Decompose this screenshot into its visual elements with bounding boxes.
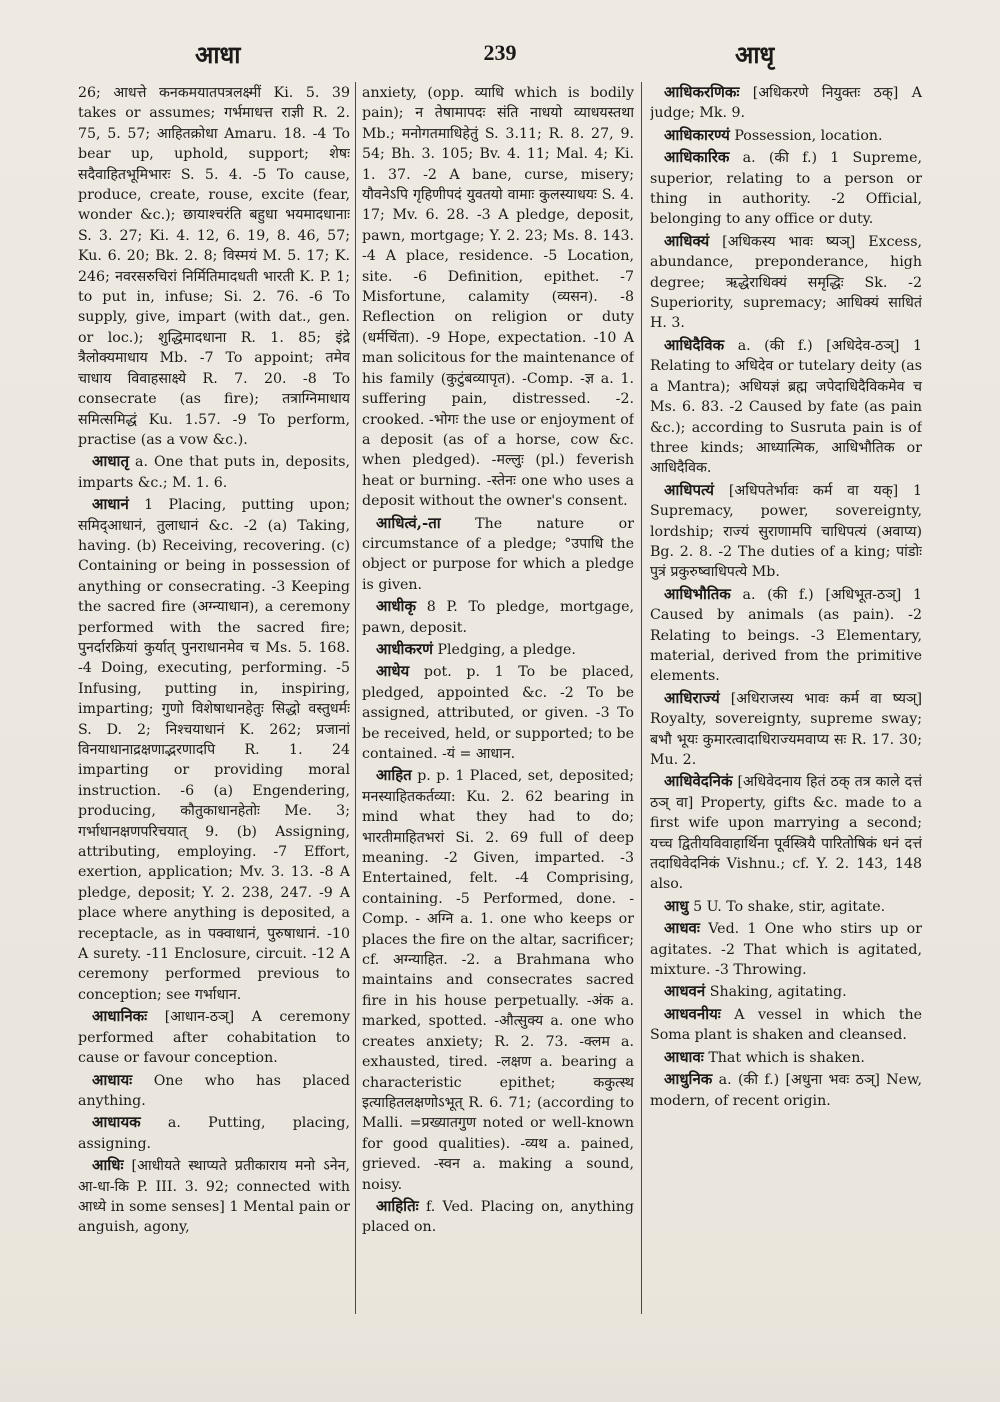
dictionary-entry	[78, 1155, 350, 1238]
dictionary-entry	[362, 513, 634, 596]
column-2	[362, 82, 634, 1322]
headword: आधिः	[92, 1156, 124, 1175]
definition: 26; आधत्ते कनकमयातपत्रलक्ष्मीं Ki. 5. 39 takes or assumes; गर्भमाधत्त राज्ञी R. 2. 75, 5. 57; आहितक्रोधा Amaru. 18. -4 To bear up, uphold, support; शेषः सदैवाहितभूमिभारः S. 5. 4. -5 To cause, produce, create, rouse, excite (fear, wonder &c.); छायाश्चरंति बहुधा भयमादधानाः S. 3. 27; Ki. 4. 12, 6. 19, 8. 46, 57; Ku. 6. 20; Bk. 2. 8; विस्मयं M. 5. 17; K. 246; नवरसरुचिरां निर्मितिमादधती भारती K. P. 1; to put in, infuse; Si. 2. 76. -6 To supply, give, impart (with dat., gen. or loc.); शुद्धिमादधाना R. 1. 85; इंद्रे त्रैलोक्यमाधाय Mb. -7 To appoint; तमेव चाधाय विवाहसाक्ष्ये R. 7. 20. -8 To consecrate (as fire); तत्राग्निमाधाय समित्समिद्धं Ku. 1.57. -9 To perform, practise (as a vow &c.).	[78, 85, 350, 448]
definition: [अधिपतेर्भावः कर्म वा यक्] 1 Supremacy, power, sovereignty, lordship; राज्यं सुराणामपि चाधिपत्यं (अवाप्य) Bg. 2. 8. -2 The duties of a king; पांडोः पुत्रं प्रकुरुष्वाधिपत्ये Mb.	[650, 482, 922, 581]
definition: f. Ved. Placing on, anything placed on.	[362, 1198, 634, 1236]
dictionary-entry	[650, 584, 922, 687]
headword: आधीकरणं	[376, 639, 433, 658]
page-header	[0, 38, 1000, 78]
dictionary-entry	[650, 688, 922, 771]
dictionary-entry	[78, 1006, 350, 1068]
dictionary-entry	[78, 494, 350, 1005]
headword: आधित्वं,-ता	[376, 513, 441, 532]
column-3	[650, 82, 922, 1322]
definition: pot. p. 1 To be placed, pledged, appointed &c. -2 To be assigned, attributed, or given. -3 To be received, held, or supported; to be contained. -यं = आधान.	[362, 664, 634, 762]
definition: Possession, location.	[734, 127, 883, 144]
definition: [अधिकरणे नियुक्तः ठक्] A judge; Mk. 9.	[650, 85, 922, 122]
headword: आहितिः	[376, 1196, 419, 1215]
dictionary-entry	[362, 596, 634, 638]
dictionary-entry	[362, 661, 634, 764]
dictionary-entry	[362, 1196, 634, 1238]
dictionary-entry	[650, 82, 922, 124]
dictionary-entry	[650, 335, 922, 479]
headword: आधिकारिक	[664, 148, 730, 167]
dictionary-entry	[650, 1047, 922, 1068]
definition: Pledging, a pledge.	[437, 641, 576, 658]
dictionary-entry	[650, 231, 922, 334]
left-guide-word: आधा	[195, 40, 241, 69]
headword: आधिदैविक	[664, 335, 725, 354]
headword: आधिकारण्यं	[664, 125, 730, 144]
dictionary-entry	[78, 451, 350, 493]
definition: The nature or circumstance of a pledge; °उपाधि the object or purpose for which a pledge is given.	[362, 515, 634, 593]
headword: आहित	[376, 766, 412, 785]
dictionary-entry	[362, 765, 634, 1195]
headword: आधिभौतिक	[664, 584, 731, 603]
headword: आधेय	[376, 662, 410, 681]
definition: a. Putting, placing, assigning.	[78, 1115, 350, 1152]
definition: 1 Placing, putting upon; समिद्आधानं, तुलाधानं &c. -2 (a) Taking, having. (b) Receiving, recovering. (c) Containing or being in possession of anything or consecrating. -3 Keeping the sacred fire (अग्न्याधान), a ceremony performed with the sacred fire; पुनर्दारक्रियां कुर्यात् पुनराधानमेव च Ms. 5. 168. -4 Doing, executing, performing. -5 Infusing, putting in, inspiring, imparting; गुणो विशेषाधानहेतुः सिद्धो वस्तुधर्मः S. D. 2; निश्चयाधानं K. 262; प्रजानां विनयाधानाद्रक्षणाद्भरणादपि R. 1. 24 imparting or providing moral instruction. -6 (a) Engendering, producing, कौतुकाधानहेतोः Me. 3; गर्भाधानक्षणपरिचयात् 9. (b) Assigning, attributing, employing. -7 Effort, exertion, application; Mv. 3. 13. -8 A pledge, deposit; Y. 2. 238, 247. -9 A place where anything is deposited, a receptacle, as in पक्वाधानं, पुरुषाधानं. -10 A surety. -11 Enclosure, circuit. -12 A ceremony performed previous to conception; see गर्भाधान.	[78, 497, 350, 1003]
headword: आधानं	[92, 495, 129, 514]
definition: [अधिकस्य भावः ष्यञ्] Excess, abundance, preponderance, high degree; ऋद्धेराधिक्यं समृद्धिः Sk. -2 Superiority, supremacy; आधिक्यं साधितं H. 3.	[650, 233, 922, 332]
headword: आधवनं	[664, 982, 706, 1001]
dictionary-entry	[362, 639, 634, 660]
definition: [अधिवेदनाय हितं ठक् तत्र काले दत्तं ठञ् वा] Property, gifts &c. made to a first wife upon marrying a second; यच्च द्वितीयविवाहार्थिना पूर्वस्त्रियै पारितोषिकं धनं दत्तं तदाधिवेदनिकं Vishnu.; cf. Y. 2. 143, 148 also.	[650, 774, 922, 893]
page-bottom-margin	[0, 1330, 1000, 1402]
definition: That which is shaken.	[708, 1049, 865, 1066]
headword: आधिपत्यं	[664, 480, 715, 499]
dictionary-entry	[650, 1069, 922, 1111]
headword: आधायः	[92, 1070, 133, 1089]
dictionary-entry	[650, 125, 922, 146]
dictionary-entry	[650, 981, 922, 1002]
column-divider	[641, 82, 642, 1314]
headword: आधीकृ	[376, 597, 416, 616]
column-1	[78, 82, 350, 1322]
headword: आधिकरणिकः	[664, 83, 740, 101]
dictionary-entry	[650, 918, 922, 980]
dictionary-entry	[650, 480, 922, 583]
definition: a. (की f.) [अधिदेव-ठञ्] 1 Relating to अधिदेव or tutelary deity (as a Mantra); अधियज्ञं ब्रह्म जपेदाधिदैविकमेव च Ms. 6. 83. -2 Caused by fate (as pain &c.); according to Susruta pain is of three kinds; आध्यात्मिक, आधिभौतिक or आधिदैविक.	[650, 337, 922, 477]
headword: आधातृ	[92, 452, 129, 471]
column-divider	[355, 82, 356, 1314]
dictionary-entry	[650, 147, 922, 230]
headword: आधायक	[92, 1113, 141, 1132]
definition: [आधान-ठञ्] A ceremony performed after cohabitation to cause or favour conception.	[78, 1009, 350, 1067]
definition: a. One that puts in, deposits, imparts &c.; M. 1. 6.	[78, 454, 350, 491]
headword: आधवनीयः	[664, 1004, 721, 1023]
definition: 5 U. To shake, stir, agitate.	[693, 898, 886, 915]
dictionary-entry	[650, 1004, 922, 1046]
headword: आधिराज्यं	[664, 688, 720, 707]
definition: Ved. 1 One who stirs up or agitates. -2 That which is agitated, mixture. -3 Throwing.	[650, 921, 922, 979]
dictionary-entry	[362, 82, 634, 512]
definition: A vessel in which the Soma plant is shaken and cleansed.	[650, 1006, 922, 1044]
definition: 8 P. To pledge, mortgage, pawn, deposit.	[362, 599, 634, 636]
definition: anxiety, (opp. व्याधि which is bodily pain); न तेषामापदः संति नाधयो व्याधयस्तथा Mb.; मनोगतमाधिहेतुं S. 3.11; R. 8. 27, 9. 54; Bh. 3. 105; Bv. 4. 11; Mal. 4; Ki. 1. 37. -2 A bane, curse, misery; यौवनेऽपि गृहिणीपदं युवतयो वामाः कुलस्याधयः S. 4. 17; Mv. 6. 28. -3 A pledge, deposit, pawn, mortgage; Y. 2. 23; Ms. 8. 143. -4 A place, residence. -5 Location, site. -6 Definition, epithet. -7 Misfortune, calamity (व्यसन). -8 Reflection on religion or duty (धर्मचिंता). -9 Hope, expectation. -10 A man solicitous for the maintenance of his family (कुटुंबव्यापृत). -Comp. -ज्ञ a. 1. suffering pain, distressed. -2. crooked. -भोगः the use or enjoyment of a deposit (as of a horse, cow &c. when pledged). -मल्लुः (pl.) feverish heat or burning. -स्तेनः one who uses a deposit without the owner's consent.	[362, 85, 634, 510]
definition: One who has placed anything.	[78, 1072, 350, 1109]
right-guide-word: आधृ	[735, 40, 775, 69]
definition: a. (की f.) [अधिभूत-ठञ्] 1 Caused by animals (as pain). -2 Relating to beings. -3 Elementary, material, derived from the primitive elements.	[650, 586, 922, 685]
dictionary-entry	[78, 82, 350, 450]
page-number: 239	[483, 40, 517, 65]
dictionary-entry	[650, 771, 922, 894]
definition: a. (की f.) 1 Supreme, superior, relating to a person or thing in authority. -2 Official, belonging to any office or duty.	[650, 150, 922, 228]
headword: आधुनिक	[664, 1070, 713, 1089]
dictionary-entry	[78, 1112, 350, 1154]
dictionary-entry	[650, 896, 922, 917]
definition: a. (की f.) [अधुना भवः ठञ्] New, modern, of recent origin.	[650, 1072, 922, 1109]
headword: आधावः	[664, 1047, 704, 1066]
definition: Shaking, agitating.	[709, 984, 847, 1001]
definition: [अधिराजस्य भावः कर्म वा ष्यञ्] Royalty, sovereignty, supreme sway; बभौ भूयः कुमारत्वादाधिराज्यमवाप्य सः R. 17. 30; Mu. 2.	[650, 690, 922, 768]
headword: आधु	[664, 896, 689, 915]
headword: आधिक्यं	[664, 231, 710, 250]
headword: आधवः	[664, 919, 700, 938]
headword: आधिवेदनिकं	[664, 772, 733, 791]
dictionary-entry	[78, 1070, 350, 1112]
definition: p. p. 1 Placed, set, deposited; मनस्याहितकर्तव्या: Ku. 2. 62 bearing in mind what they had to do; भारतीमाहितभरां Si. 2. 69 full of deep meaning. -2 Given, imparted. -3 Entertained, felt. -4 Comprising, containing. -5 Performed, done. -Comp. - अग्नि a. 1. one who keeps or places the fire on the altar, sacrificer; cf. अग्न्याहित. -2. a Brahmana who maintains and consecrates sacred fire in his house perpetually. -अंक a. marked, spotted. -औत्सुक्य a. one who creates anxiety; R. 2. 73. -क्लम a. exhausted, tired. -लक्षण a. bearing a characteristic epithet; ककुत्स्थ इत्याहितलक्षणोऽभूत् R. 6. 71; (according to Malli. =प्रख्यातगुण noted or well-known for good qualities). -व्यथ a. pained, grieved. -स्वन a. making a sound, noisy.	[362, 768, 634, 1193]
headword: आधानिकः	[92, 1007, 148, 1026]
definition: [आधीयते स्थाप्यते प्रतीकाराय मनो ऽनेन, आ-धा-कि P. III. 3. 92; connected with आध्ये in some senses] 1 Mental pain or anguish, agony,	[78, 1158, 350, 1236]
